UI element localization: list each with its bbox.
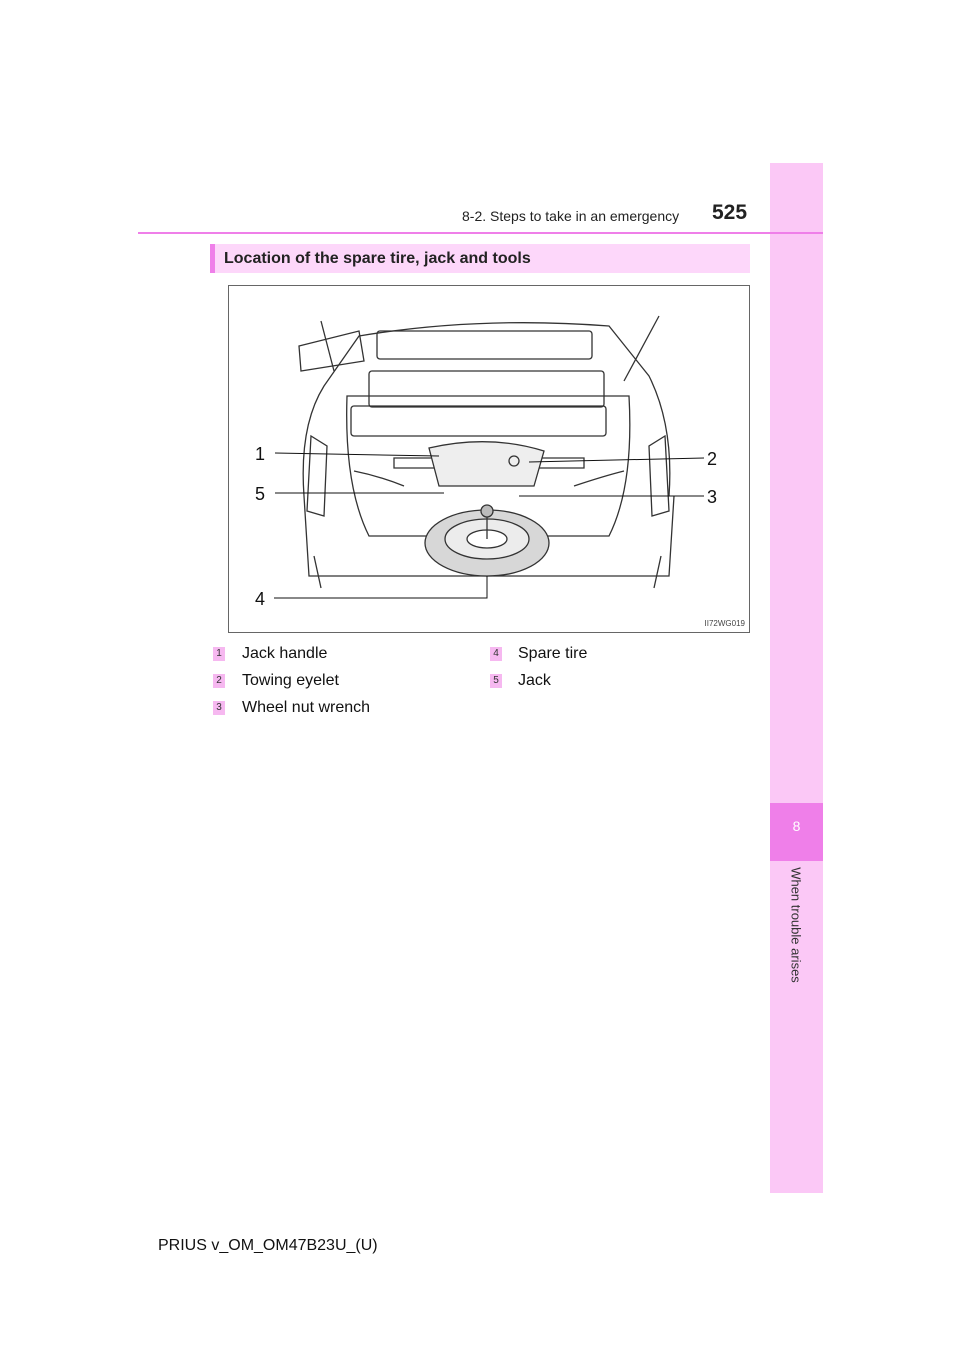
- document-footer: PRIUS v_OM_OM47B23U_(U): [158, 1237, 378, 1254]
- chapter-side-tab: [770, 163, 823, 1193]
- header-divider: [138, 232, 823, 234]
- legend-jack: Jack: [518, 672, 551, 689]
- section-title: Location of the spare tire, jack and tools: [224, 250, 531, 267]
- section-breadcrumb: 8-2. Steps to take in an emergency: [462, 208, 680, 224]
- legend-spare-tire: Spare tire: [518, 645, 588, 662]
- legend-jack-handle: Jack handle: [242, 645, 328, 662]
- callout-3: 3: [706, 487, 717, 507]
- image-code: II72WG019: [704, 619, 745, 628]
- legend-number-4: 4: [490, 647, 502, 661]
- callout-1: 1: [254, 444, 265, 464]
- legend-number-3: 3: [213, 701, 225, 715]
- legend-number-1: 1: [213, 647, 225, 661]
- callout-2: 2: [706, 449, 717, 469]
- chapter-title: When trouble arises: [788, 867, 804, 983]
- chapter-number: 8: [792, 818, 801, 834]
- callout-4: 4: [254, 589, 265, 609]
- luggage-area-illustration: [228, 285, 750, 633]
- callout-5: 5: [254, 484, 265, 504]
- car-trunk-drawing: [229, 286, 749, 632]
- legend-number-2: 2: [213, 674, 225, 688]
- page-number: 525: [712, 201, 748, 224]
- legend-wheel-nut-wrench: Wheel nut wrench: [242, 699, 371, 716]
- legend-towing-eyelet: Towing eyelet: [242, 672, 339, 689]
- legend-number-5: 5: [490, 674, 502, 688]
